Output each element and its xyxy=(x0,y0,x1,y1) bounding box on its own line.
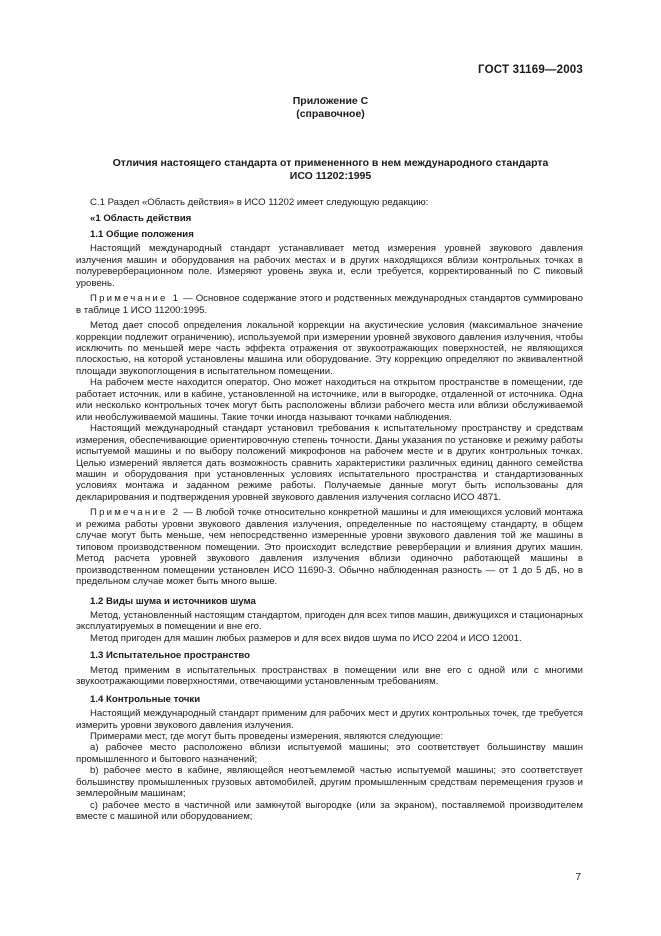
appendix-title: Приложение С xyxy=(292,95,369,107)
paragraph: Метод пригоден для машин любых размеров и для всех видов шума по ИСО 2204 и ИСО 12001. xyxy=(90,632,522,644)
paragraph: Примерами мест, где могут быть проведены измерения, являются следующие: xyxy=(90,731,444,743)
note-1 xyxy=(76,293,583,316)
paragraph: На рабочем месте находится оператор. Оно может находиться на открытом пространстве в помещении, где работает источник, или в кабине, установленной на источнике, или в выгородке, отдаленной от источника. Одна или несколько контрольных точек могут быть расположены вблизи рабочего места или вблизи обслуживаемой или необслуживаемой машины. Такие точки иногда называют точками наблюдения. xyxy=(76,377,583,423)
heading-control-points: 1.4 Контрольные точки xyxy=(90,693,201,705)
heading-scope: «1 Область действия xyxy=(90,213,192,225)
paragraph: Настоящий международный стандарт установил требования к испытательному пространству и средствам измерения, обеспечивающие ориентировочную степень точности. Даны указания по установке и режиму работы испытуемой машины и по выбору положений микрофонов на рабочем месте и в других контрольных точках. Целью измерений является дать возможность сравнить характеристики различных единиц данного семейства машин и оборудования при установленных условиях испытательного пространства и стандартизованных условиях монтажа и заданном режиме работы. Получаемые данные могут быть использованы для декларирования и подтверждения уровней звукового давления излучения согласно ИСО 4871. xyxy=(76,423,583,503)
intro-paragraph: С.1 Раздел «Область действия» в ИСО 11202 имеет следующую редакцию: xyxy=(90,197,429,208)
appendix-subtitle: (справочное) xyxy=(296,108,365,120)
section-title-line1: Отличия настоящего стандарта от примененного в нем международного стандарта xyxy=(112,157,549,169)
note-text: — Основное содержание этого и родственных международных стандартов суммировано в таблице 1 ИСО 11200:1995. xyxy=(76,293,583,316)
note-label: Примечание 1 xyxy=(90,293,181,305)
list-item: а) рабочее место расположено вблизи испытуемой машины; это соответствует большинству машин промышленного и бытового назначений; xyxy=(76,742,583,765)
note-2 xyxy=(76,507,583,587)
page-number: 7 xyxy=(575,872,581,883)
heading-general: 1.1 Общие положения xyxy=(90,228,194,240)
doc-number: ГОСТ 31169—2003 xyxy=(478,64,583,76)
list-item: b) рабочее место в кабине, являющейся неотъемлемой частью испытуемой машины; это соответствует большинству промышленных грузовых автомобилей, другим промышленным средствам перемещения грузов и землеройным машинам; xyxy=(76,765,583,800)
paragraph: Метод применим в испытательных пространствах в помещении или вне его с одной или с многими звукоотражающими поверхностями, отвечающими установленным требованиям. xyxy=(76,664,583,688)
heading-noise-types: 1.2 Виды шума и источников шума xyxy=(90,595,256,607)
paragraph: Настоящий международный стандарт устанавливает метод измерения уровней звукового давления излучения машин и оборудования на рабочих местах и в других находящихся вблизи контрольных точках в полуреверберационном поле. Измеряют уровень звука и, если требуется, корректированный по С пиковый уровень. xyxy=(76,243,583,289)
paragraph: Настоящий международный стандарт применим для рабочих мест и других контрольных точек, где требуется измерить уровни звукового давления излучения. xyxy=(76,708,583,731)
note-label: Примечание 2 xyxy=(90,507,181,519)
paragraph: Метод, установленный настоящим стандартом, пригоден для всех типов машин, движущихся и стационарных эксплуатируемых в помещении и вне его. xyxy=(76,609,583,633)
document-body xyxy=(76,197,583,823)
note-text: — В любой точке относительно конкретной машины и для имеющихся условий монтажа и режима работы уровни звукового давления излучения, определенные по настоящему стандарту, в общем случае могут быть меньше, чем непосредственно измеренные уровни звукового давления той же машины в типовом производственном помещении. Это происходит вследствие реверберации и влияния других машин. Метод расчета уровней звукового давления излучения вблизи одиночно работающей машины в производственном помещении установлен ИСО 11690-3. Обычно наблюденная разность — от 1 до 5 дБ, но в предельном случае может быть много выше. xyxy=(76,507,583,588)
section-title-line2: ИСО 11202:1995 xyxy=(289,170,372,182)
paragraph: Метод дает способ определения локальной коррекции на акустические условия (максимальное значение коррекции подлежит ограничению), используемой при измерении уровней звукового давления излучения, чтобы исключить по меньшей мере часть эффекта отражения от звукоотражающих поверхностей, не являющихся плоскостью, на которой установлены машина или оборудование. Эту коррекцию определяют по эквивалентной площади звукопоглощения в испытательном помещении. xyxy=(76,320,583,377)
heading-test-environment: 1.3 Испытательное пространство xyxy=(90,650,251,662)
list-item: с) рабочее место в частичной или замкнутой выгородке (или за экраном), поставляемой производителем вместе с машиной или оборудованием; xyxy=(76,799,583,823)
